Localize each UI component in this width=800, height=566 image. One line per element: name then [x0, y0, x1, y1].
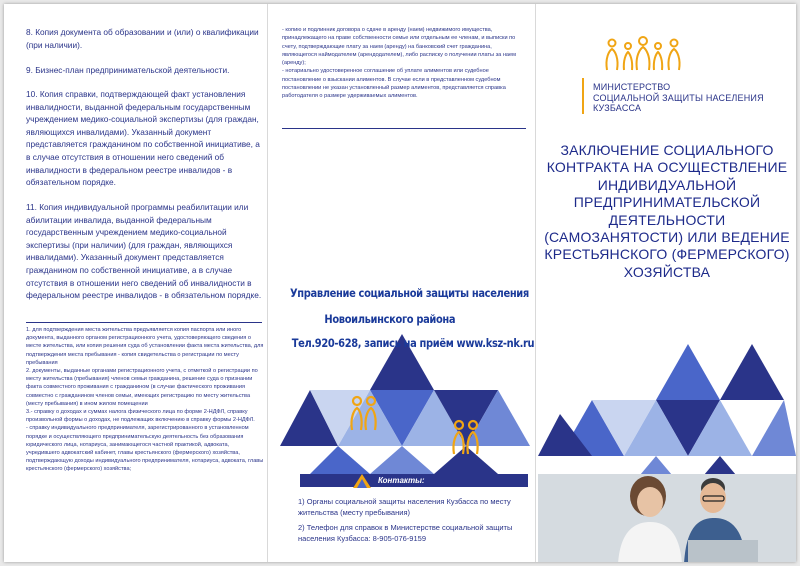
contacts-logo-icon: [352, 473, 372, 489]
footnote-1: 1. для подтверждения места жительства предъявляется копия паспорта или иного документа, выданного органом регистрационного учета, удостоверяющего сведения о месте жительства, или копия решения суда об установлении факта места жительства, для подтверждения места пребывания - копия свидетельства о регистрации по месту пребывания: [26, 327, 264, 366]
ministry-name-line-1: МИНИСТЕРСТВО: [593, 82, 671, 92]
brochure-sheet: [4, 4, 796, 562]
footnote-divider: [26, 322, 262, 323]
doc-item-11: 11. Копия индивидуальной программы реабилитации или абилитации инвалида, выданной федеральным государственным учреждением медико-социальной экспертизы (при наличии) (для граждан, являющихся инвалидами). Указанный документ представляется гражданином по собственной инициативе, а в случае отсутствия в отношении него сведений об инвалидности в федеральном реестре инвалидов - в обязательном порядке.: [26, 202, 262, 301]
fold-line: [267, 4, 268, 562]
people-pattern-icon: [446, 416, 486, 456]
footnotes: [26, 326, 264, 474]
panel-cover: [538, 4, 796, 562]
ministry-name-line-3: КУЗБАССА: [593, 103, 642, 113]
panel-contacts: [270, 4, 534, 562]
stamp-line-2: Новоильинского района: [324, 312, 456, 326]
panel-documents-list: [4, 4, 266, 562]
business-people-photo: [538, 474, 796, 562]
doc-item-8: 8. Копия документа об образовании и (или) о квалификации (при наличии).: [26, 27, 259, 50]
org-accent-bar: [582, 78, 584, 114]
brochure-title: ЗАКЛЮЧЕНИЕ СОЦИАЛЬНОГО КОНТРАКТА НА ОСУЩЕСТВЛЕНИЕ ИНДИВИДУАЛЬНОЙ ПРЕДПРИНИМАТЕЛЬСКОЙ ДЕЯТЕЛЬНОСТИ (САМОЗАНЯТОСТИ) ИЛИ ВЕДЕНИЕ КРЕСТЬЯНСКОГО (ФЕРМЕРСКОГО) ХОЗЯЙСТВА: [544, 142, 790, 280]
doc-item-10: 10. Копия справки, подтверждающей факт установления инвалидности, выданной федеральным государственным учреждением медико-социальной экспертизы (для граждан, являющихся инвалидами). Указанный документ представляется гражданином по собственной инициативе, а в случае отсутствия в отношении него сведений об инвалидности в федеральном реестре инвалидов - в обязательном порядке.: [26, 89, 260, 188]
stamp-line-1: Управление социальной защиты населения: [290, 286, 529, 300]
income-doc-alimony: - нотариально удостоверенное соглашение об уплате алиментов или судебное постановление о взыскании алиментов. В случае если в представленном судебном постановлении не указан установленный размер алиментов, представляется справка работодателя о размере удерживаемых алиментов.: [282, 68, 506, 100]
business-people-icon: [538, 474, 796, 562]
stamp-line-3: Тел.920-628, запись на приём www.ksz-nk.ru: [291, 336, 534, 350]
section-divider: [282, 128, 526, 129]
ministry-name-line-2: СОЦИАЛЬНОЙ ЗАЩИТЫ НАСЕЛЕНИЯ: [593, 92, 764, 103]
income-doc-rent: - копию и подлинник договора о сдаче в аренду (наем) недвижимого имущества, принадлежащего на праве собственности семье или отдельным ее членам, и выписки по счету, подтверждающие плату за наем (аренду) на банковский счет гражданина, являющегося наймодателем (арендодателем), либо расписку о получении платы за наем (аренду);: [282, 27, 516, 67]
contacts-title: Контакты:: [378, 476, 425, 485]
contact-1: 1) Органы социальной защиты населения Кузбасса по месту жительства (месту пребывания): [298, 497, 511, 517]
ministry-logo-icon: [598, 36, 688, 72]
ministry-name: [593, 82, 783, 114]
footnote-3: 3.- справку о доходах и суммах налога физического лица по форме 2-НДФЛ, справку произвольной формы о доходах, не подлежащих включению в справку формы 2-НДФЛ.: [26, 409, 255, 424]
people-pattern-icon: [344, 392, 384, 432]
doc-item-9: 9. Бизнес-план предпринимательской деятельности.: [26, 65, 230, 75]
contact-2: 2) Телефон для справок в Министерстве социальной защиты населения Кузбасса: 8-905-076-9159: [298, 523, 513, 543]
fold-line: [535, 4, 536, 562]
footnote-4: - справку индивидуального предпринимателя, зарегистрированного в установленном порядке и осуществляющего предпринимательскую деятельность без образования юридического лица, нотариуса, занимающегося частной практикой, адвоката, учредившего адвокатский кабинет, главы крестьянского (фермерского) хозяйства, подтверждающую доходы индивидуального предпринимателя, нотариуса, адвоката, главы крестьянского (фермерского) хозяйства;: [26, 425, 264, 473]
income-docs-text: [282, 26, 522, 101]
footnote-2: 2. документы, выданные органами регистрационного учета, с отметкой о регистрации по месту жительства (пребывания) членов семьи гражданина, решение суда о признании факта совместного проживания с гражданином (в случае фактического проживания совместно с гражданином членов семьи, имеющих регистрацию по месту жительства (месту пребывания) в ином жилом помещении: [26, 368, 258, 407]
